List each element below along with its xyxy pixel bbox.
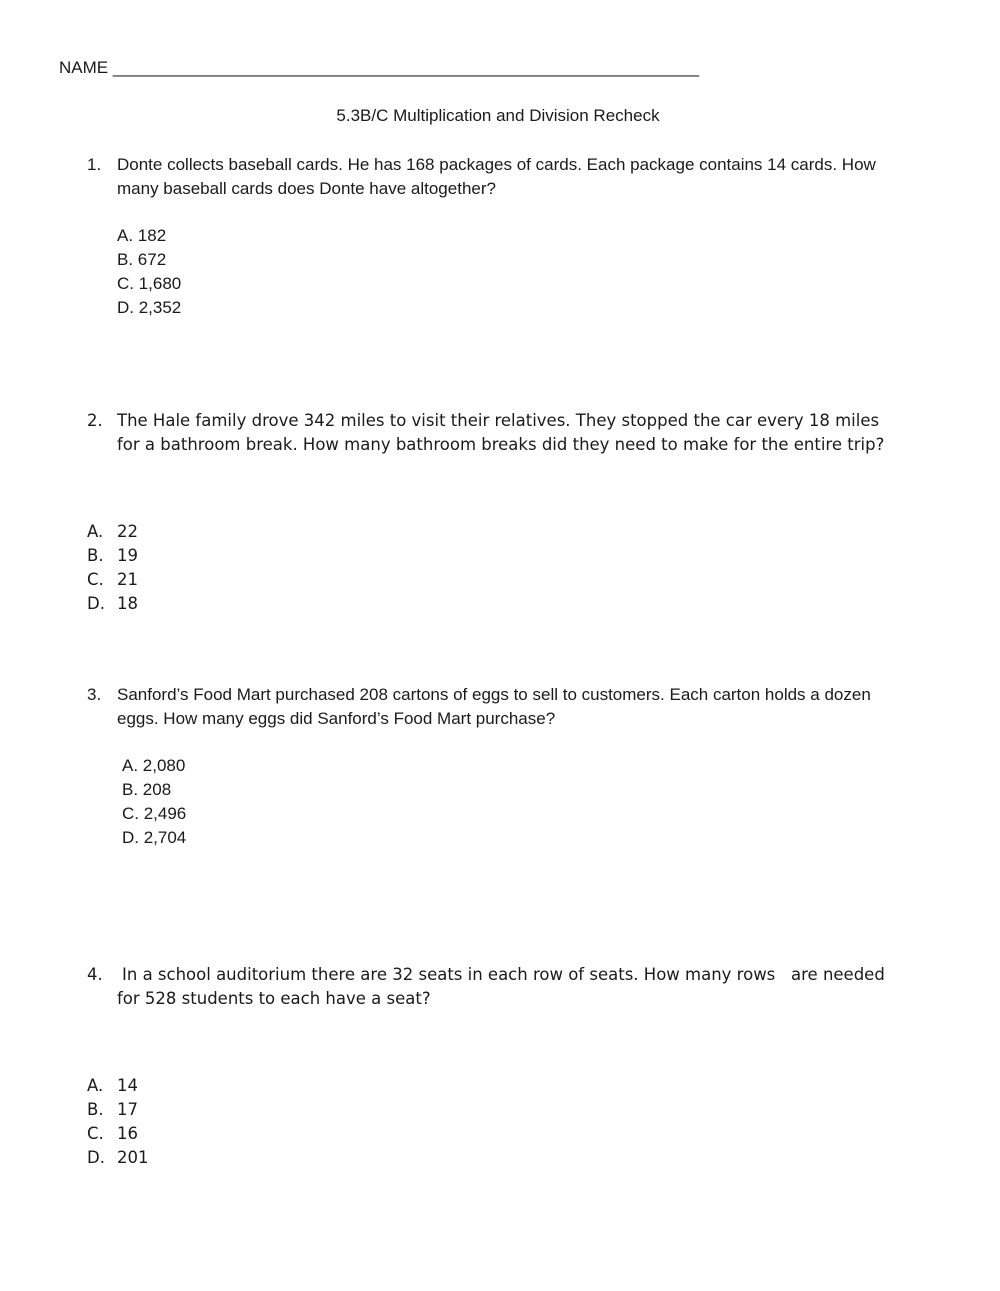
choice-c-value[interactable]: 21 [117, 570, 138, 589]
choice-a-value[interactable]: 22 [117, 522, 138, 541]
choice-c-letter[interactable]: C. [87, 1124, 104, 1143]
choice-b-letter[interactable]: B. [87, 546, 104, 565]
choice-c-value[interactable]: 16 [117, 1124, 138, 1143]
question-number: 4. [87, 965, 103, 984]
choice-d[interactable]: D. 2,352 [117, 298, 182, 317]
question-text-line: Donte collects baseball cards. He has 168 packages of cards. Each package contains 14 cards. How [117, 155, 876, 174]
question-text-line: for 528 students to each have a seat? [117, 989, 431, 1008]
choice-c[interactable]: C. 2,496 [122, 804, 187, 823]
name-label: NAME [59, 58, 109, 77]
question-text-line: In a school auditorium there are 32 seats in each row of seats. How many rows are needed [122, 965, 885, 984]
choice-d-value[interactable]: 201 [117, 1148, 149, 1167]
choice-d-letter[interactable]: D. [87, 594, 105, 613]
choice-a-letter[interactable]: A. [87, 522, 104, 541]
name-field[interactable] [59, 58, 699, 78]
question-text-line: for a bathroom break. How many bathroom breaks did they need to make for the entire trip? [117, 435, 885, 454]
question-number: 3. [87, 685, 102, 704]
question-text-line: eggs. How many eggs did Sanford’s Food Mart purchase? [117, 709, 556, 728]
choice-d-letter[interactable]: D. [87, 1148, 105, 1167]
choice-b-value[interactable]: 17 [117, 1100, 138, 1119]
choice-b-letter[interactable]: B. [87, 1100, 104, 1119]
choice-b[interactable]: B. 208 [122, 780, 172, 799]
choice-c[interactable]: C. 1,680 [117, 274, 182, 293]
choice-a-value[interactable]: 14 [117, 1076, 138, 1095]
question-text-line: The Hale family drove 342 miles to visit their relatives. They stopped the car every 18 miles [117, 411, 880, 430]
choice-b[interactable]: B. 672 [117, 250, 167, 269]
question-text-line: Sanford’s Food Mart purchased 208 cartons of eggs to sell to customers. Each carton holds a dozen [117, 685, 871, 704]
question-number: 1. [87, 155, 102, 174]
choice-d-value[interactable]: 18 [117, 594, 138, 613]
question-text-line: many baseball cards does Donte have altogether? [117, 179, 496, 198]
choice-c-letter[interactable]: C. [87, 570, 104, 589]
choice-a[interactable]: A. 182 [117, 226, 167, 245]
choice-a[interactable]: A. 2,080 [122, 756, 186, 775]
name-blank[interactable]: ______________________________________________________________ [112, 58, 700, 77]
question-number: 2. [87, 411, 103, 430]
page-title: 5.3B/C Multiplication and Division Recheck [336, 106, 660, 125]
choice-a-letter[interactable]: A. [87, 1076, 104, 1095]
choice-d[interactable]: D. 2,704 [122, 828, 187, 847]
choice-b-value[interactable]: 19 [117, 546, 138, 565]
